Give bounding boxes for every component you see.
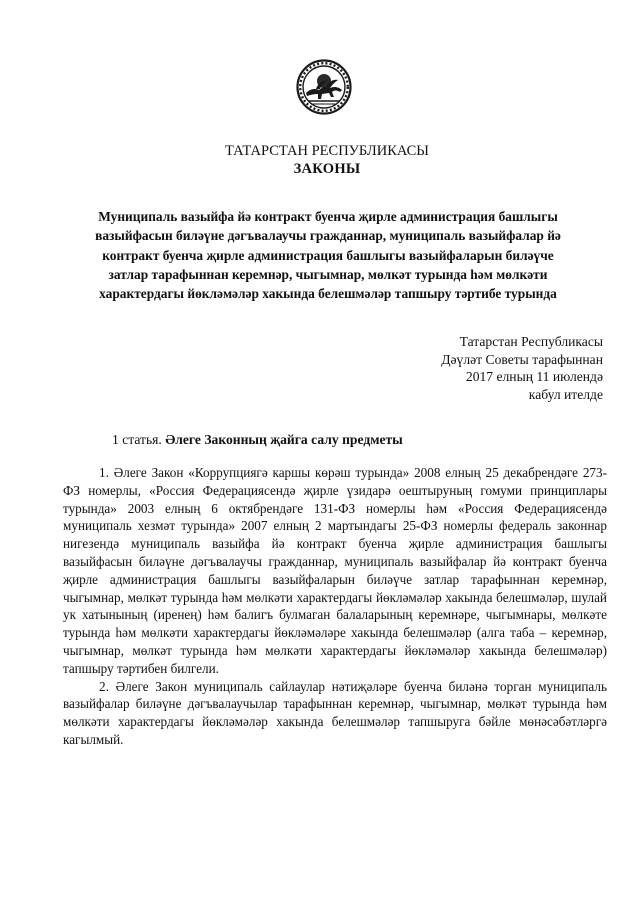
law-title-line: затлар тарафыннан керемнәр, чыгымнар, мөлкәт турында һәм мөлкәти <box>108 266 548 282</box>
adoption-date: 2017 елның 11 июлендә <box>465 369 603 384</box>
adoption-line: Татарстан Республикасы <box>459 334 603 349</box>
adoption-line: кабул ителде <box>528 386 603 402</box>
document-type: ЗАКОНЫ <box>293 161 361 177</box>
law-title-line: контракт буенча җирле администрация башлыгы вазыйфаларын биләүче <box>102 247 554 263</box>
law-title-line: вазыйфасын биләүне дәгъвалаучы гражданнар, муниципаль вазыйфалар йә <box>95 228 561 244</box>
law-title-line: характердагы йөкләмәләр хакында белешмәләр тапшыру тәртибе турында <box>99 286 557 302</box>
republic-name: ТАТАРСТАН РЕСПУБЛИКАСЫ <box>225 143 429 159</box>
adoption-statement <box>441 333 603 403</box>
adoption-line: Дәүләт Советы тарафыннан <box>441 351 603 367</box>
tatarstan-coat-of-arms-icon <box>296 59 352 115</box>
article-heading <box>112 431 403 448</box>
article-number: 1 статья. <box>112 432 162 447</box>
article-title: Әлеге Законның җайга салу предметы <box>165 432 403 447</box>
paragraph: 2. Әлеге Закон муниципаль сайлаулар нәтиҗәләре буенча биләнә торган муниципаль вазыйфалар биләүне дәгъвалаучылар тарафыннан керемнәр, чыгымнар, мөлкәт турында һәм мөлкәти характердагы йөкләмәләр хакында белешмәләр тапшыруга бәйле мөнәсәбәтләргә кагылмый. <box>63 678 607 747</box>
law-title-line: Муниципаль вазыйфа йә контракт буенча җирле администрация башлыгы <box>98 209 558 224</box>
paragraph: 1. Әлеге Закон «Коррупциягә каршы көрәш турында» 2008 елның 25 декабрендәге 273-ФЗ номерлы, «Россия Федерациясендә җирле үзидарә оештыруның гомуми принциплары турында» 2003 елның 6 октябрендәге 131-ФЗ номерлы һәм «Россия Федерациясендә муниципаль хезмәт турында» 2007 елның 2 мартындагы 25-ФЗ номерлы федераль законнар нигезендә муниципаль вазыйфа йә контракт буенча җирле администрация башлыгы вазыйфасын биләүне дәгъвалаучы гражданнар, муниципаль вазыйфалар йә контракт буенча җирле администрация башлыгы вазыйфаларын биләүче затлар тарафыннан керемнәр, чыгымнар, мөлкәт турында һәм мөлкәти характердагы йөкләмәләр хакында белешмәләр, шулай ук хатынының (иренең) һәм балигъ булмаган балаларының керемнәре, чыгымнары, мөлкәте турында һәм мөлкәти характердагы йөкләмәләре хакында белешмәләр (алга таба – керемнәр, чыгымнар, мөлкәт турында һәм мөлкәти характердагы йөкләмәләр хакында белешмәләр) тапшыру тәртибен билгели. <box>63 465 607 676</box>
law-title <box>62 207 594 303</box>
article-body <box>63 464 607 749</box>
